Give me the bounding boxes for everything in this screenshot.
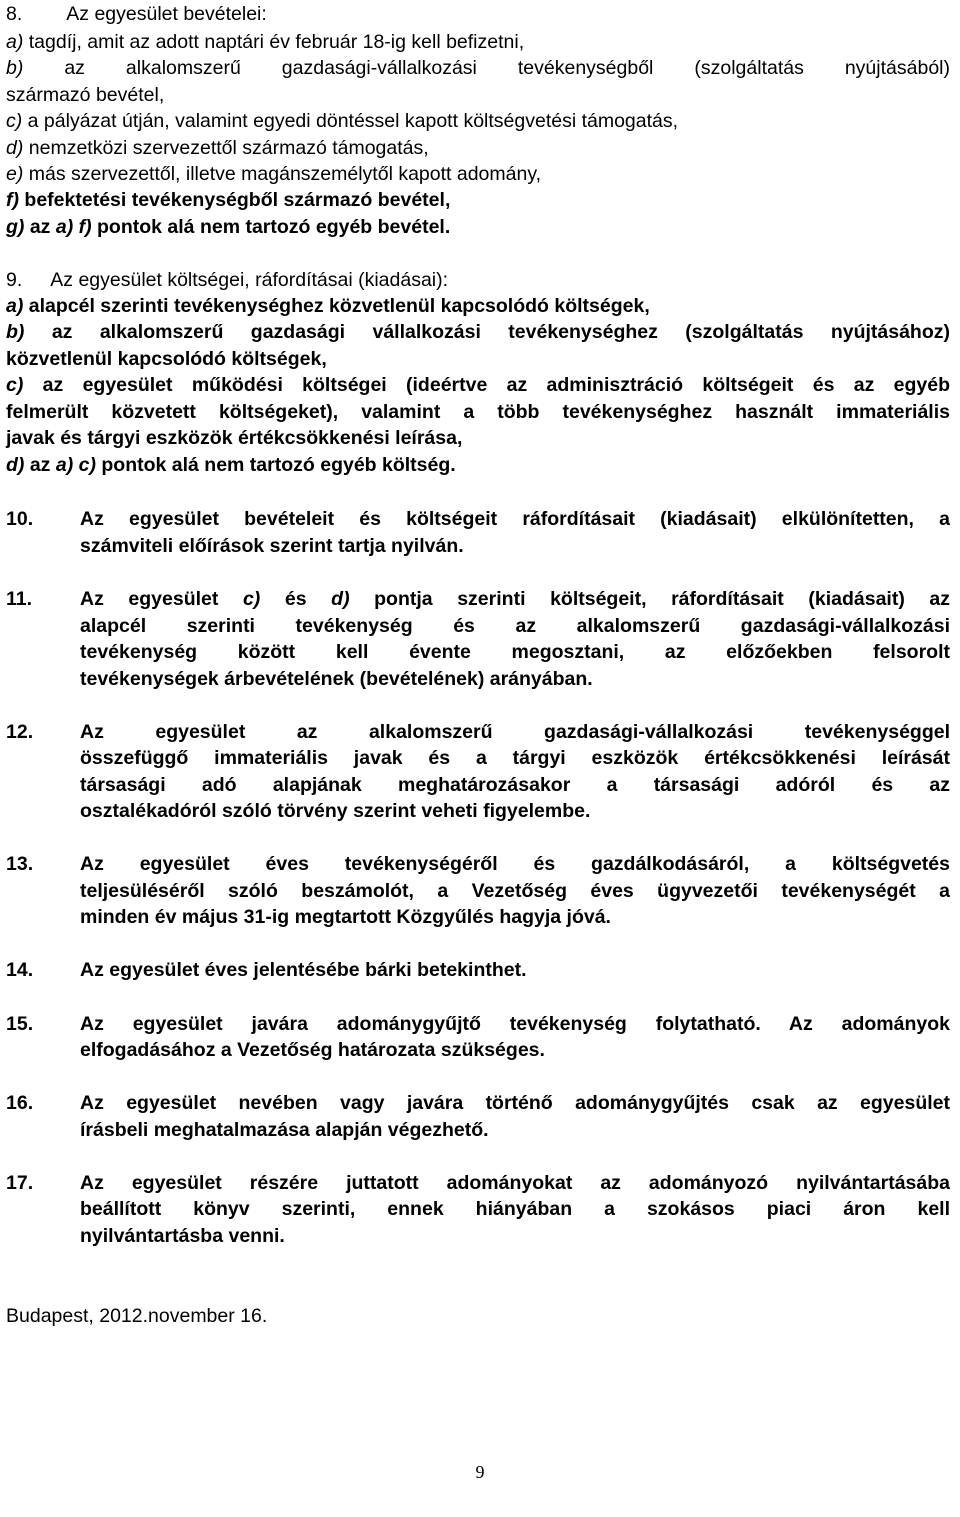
section-17-number: 17.	[6, 1172, 34, 1194]
section-8-item-b-cont: származó bevétel,	[6, 84, 165, 106]
section-8-item-g: g) az a) f) pontok alá nem tartozó egyéb bevétel.	[6, 216, 451, 238]
section-14-line: Az egyesület éves jelentésébe bárki betekinthet.	[80, 959, 527, 981]
section-9-item-c: c) az egyesület működési költségei (ideértve az adminisztráció költségeit és az egyéb	[6, 374, 950, 396]
section-8-item-a: a) tagdíj, amit az adott naptári év február 18-ig kell befizetni,	[6, 31, 525, 53]
section-12-line: összefüggő immateriális javak és a tárgyi eszközök értékcsökkenési leírását	[80, 747, 950, 769]
section-9-item-d: d) az a) c) pontok alá nem tartozó egyéb költség.	[6, 454, 456, 476]
section-17-line: Az egyesület részére juttatott adományokat az adományozó nyilvántartásába	[80, 1172, 950, 1194]
section-9-heading	[6, 267, 448, 293]
section-9-title: Az egyesület költségei, ráfordításai (kiadásai):	[50, 269, 449, 291]
section-12-line: társasági adó alapjának meghatározásakor a társasági adóról és az	[80, 774, 950, 796]
section-15-line: elfogadásához a Vezetőség határozata szükséges.	[80, 1039, 545, 1061]
section-11-line: alapcél szerinti tevékenység és az alkalomszerű gazdasági-vállalkozási	[80, 615, 950, 637]
section-16-number: 16.	[6, 1092, 34, 1114]
page-number: 9	[475, 1462, 485, 1482]
section-11-line: Az egyesület c) és d) pontja szerinti költségeit, ráfordításait (kiadásait) az	[80, 588, 950, 610]
section-8-number: 8.	[6, 3, 23, 25]
section-13-number: 13.	[6, 853, 34, 875]
section-16-line: Az egyesület nevében vagy javára történő adománygyűjtés csak az egyesület	[80, 1092, 950, 1114]
section-8-title: Az egyesület bevételei:	[66, 3, 267, 25]
section-17-line: nyilvántartásba venni.	[80, 1225, 285, 1247]
section-8-heading	[6, 1, 267, 27]
section-12-line: osztalékadóról szóló törvény szerint veheti figyelembe.	[80, 800, 591, 822]
section-16-line: írásbeli meghatalmazása alapján végezhető.	[80, 1119, 489, 1141]
section-10-number: 10.	[6, 508, 34, 530]
section-9-item-b-cont: közvetlenül kapcsolódó költségek,	[6, 348, 327, 370]
section-8-item-e: e) más szervezettől, illetve magánszemélytől kapott adomány,	[6, 163, 542, 185]
section-10-line: számviteli előírások szerint tartja nyilván.	[80, 535, 464, 557]
section-15-line: Az egyesület javára adománygyűjtő tevékenység folytatható. Az adományok	[80, 1013, 950, 1035]
section-9-number: 9.	[6, 269, 23, 291]
section-13-line: Az egyesület éves tevékenységéről és gazdálkodásáról, a költségvetés	[80, 853, 950, 875]
section-11-line: tevékenység között kell évente megosztani, az előzőekben felsorolt	[80, 641, 950, 663]
section-8-item-b: b) az alkalomszerű gazdasági-vállalkozási tevékenységből (szolgáltatás nyújtásából)	[6, 57, 950, 79]
section-10-line: Az egyesület bevételeit és költségeit ráfordításait (kiadásait) elkülönítetten, a	[80, 508, 950, 530]
section-11-line: tevékenységek árbevételének (bevételének) arányában.	[80, 668, 593, 690]
section-14-number: 14.	[6, 959, 34, 981]
place-date: Budapest, 2012.november 16.	[6, 1305, 268, 1327]
section-11-number: 11.	[6, 588, 33, 610]
section-13-line: teljesüléséről szóló beszámolót, a Vezetőség éves ügyvezetői tevékenységét a	[80, 880, 950, 902]
section-8-item-f: f) befektetési tevékenységből származó bevétel,	[6, 189, 451, 211]
section-9-item-a: a) alapcél szerinti tevékenységhez közvetlenül kapcsolódó költségek,	[6, 295, 650, 317]
section-15-number: 15.	[6, 1013, 34, 1035]
section-12-number: 12.	[6, 721, 34, 743]
section-17-line: beállított könyv szerinti, ennek hiányában a szokásos piaci áron kell	[80, 1198, 950, 1220]
section-9-item-b: b) az alkalomszerű gazdasági vállalkozási tevékenységhez (szolgáltatás nyújtásához)	[6, 321, 950, 343]
section-13-line: minden év május 31-ig megtartott Közgyűlés hagyja jóvá.	[80, 906, 611, 928]
section-9-item-c-cont1: felmerült közvetett költségeket), valamint a több tevékenységhez használt immateriális	[6, 401, 950, 423]
section-12-line: Az egyesület az alkalomszerű gazdasági-vállalkozási tevékenységgel	[80, 721, 950, 743]
section-8-item-d: d) nemzetközi szervezettől származó támogatás,	[6, 137, 429, 159]
section-8-item-c: c) a pályázat útján, valamint egyedi döntéssel kapott költségvetési támogatás,	[6, 110, 679, 132]
section-9-item-c-cont2: javak és tárgyi eszközök értékcsökkenési leírása,	[6, 427, 463, 449]
